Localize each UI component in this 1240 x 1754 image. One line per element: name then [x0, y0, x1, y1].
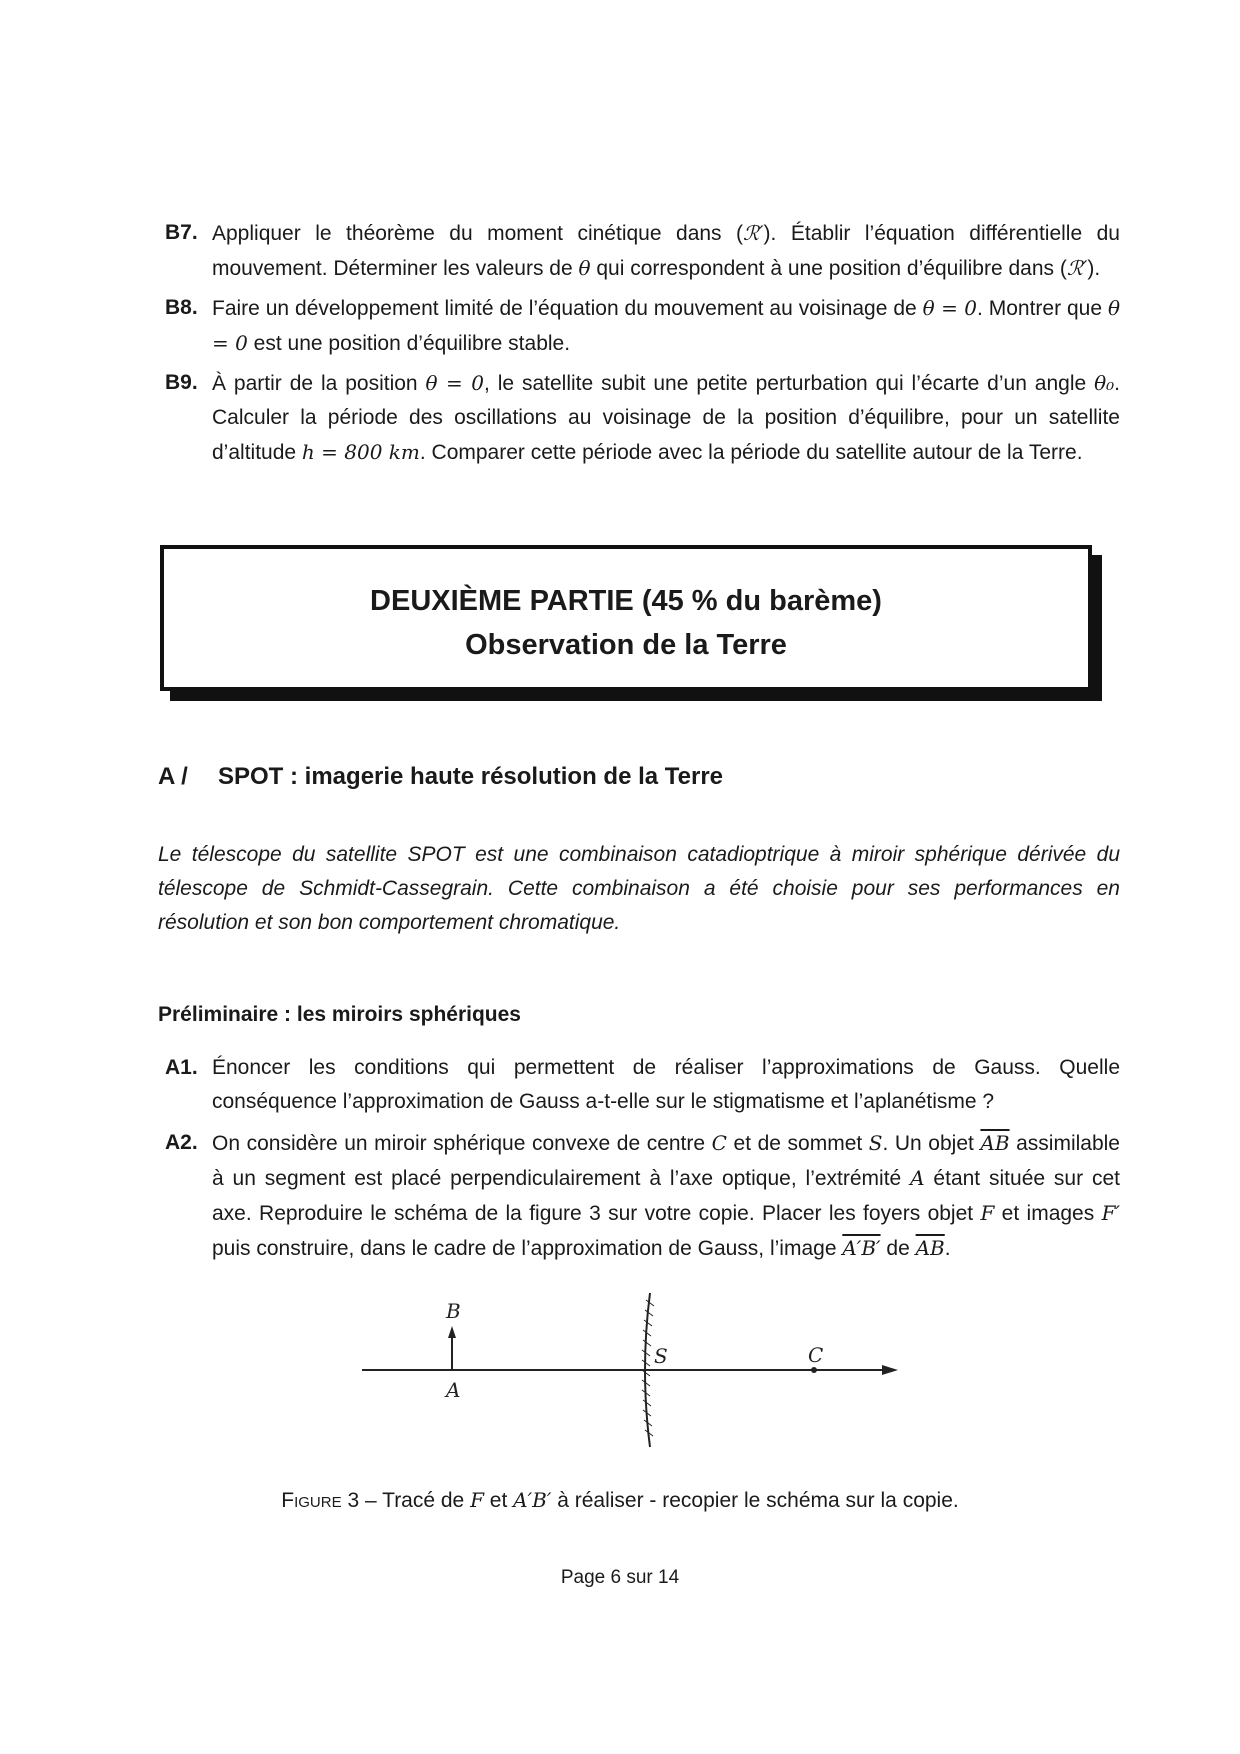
axis-arrowhead	[882, 1365, 898, 1375]
question-b8	[165, 291, 1120, 361]
section-title: SPOT : imagerie haute résolution de la Terre	[218, 763, 724, 790]
question-b7	[165, 216, 1120, 286]
part-title-box	[160, 545, 1092, 691]
question-text: Appliquer le théorème du moment cinétique dans (ℛ′). Établir l’équation différentielle du mouvement. Déterminer les valeurs de θ qui correspondent à une position d’équilibre dans (ℛ′).	[212, 221, 1120, 280]
page-number: Page 6 sur 14	[560, 1567, 680, 1588]
question-text: Énoncer les conditions qui permettent de réaliser l’approximations de Gauss. Quelle conséquence l’approximation de Gauss a-t-elle sur le stigmatisme et l’aplanétisme ?	[212, 1056, 1120, 1113]
question-a1	[165, 1051, 1120, 1119]
label-c: C	[808, 1343, 824, 1367]
question-text: À partir de la position θ = 0, le satellite subit une petite perturbation qui l’écarte d’un angle θ₀. Calculer la période des oscillations au voisinage de la position d’équilibre, pour un satellite d’altitude h = 800 km. Comparer cette période avec la période du satellite autour de la Terre.	[212, 371, 1120, 464]
question-b9	[165, 366, 1120, 470]
subsection-heading: Préliminaire : les miroirs sphériques	[158, 1003, 521, 1026]
question-text: Faire un développement limité de l’équation du mouvement au voisinage de θ = 0. Montrer que θ = 0 est une position d’équilibre stable.	[212, 296, 1120, 355]
mirror-diagram	[0, 1285, 1240, 1465]
question-number: B9.	[165, 371, 198, 394]
question-number: A2.	[165, 1131, 198, 1154]
section-heading	[158, 763, 723, 791]
intro-paragraph: Le télescope du satellite SPOT est une combinaison catadioptrique à miroir sphérique dérivée du télescope de Schmidt-Cassegrain. Cette combinaison a été choisie pour ses performances en résolution et son bon comportement chromatique.	[158, 843, 1120, 934]
question-number: A1.	[165, 1056, 198, 1079]
figure-caption: Figure 3 – Tracé de F et A′B′ à réaliser - recopier le schéma sur la copie.	[281, 1488, 959, 1512]
question-number: B8.	[165, 296, 198, 319]
part-subtitle: Observation de la Terre	[465, 629, 787, 661]
question-a2	[165, 1126, 1120, 1266]
object-arrowhead	[448, 1326, 456, 1338]
question-text: On considère un miroir sphérique convexe de centre C et de sommet S. Un objet $\overline{AB}$ assimilable à un segment est placé perpendiculairement à l’axe optique, l’extrémité A étant située sur cet axe. Reproduire le schéma de la figure 3 sur votre copie. Placer les foyers objet F et images F′ puis construire, dans le cadre de l’approximation de Gauss, l’image A′B′ de $\overline{AB}$.	[212, 1131, 1120, 1260]
label-a: A	[446, 1378, 461, 1402]
part-title: DEUXIÈME PARTIE (45 % du barème)	[370, 585, 882, 617]
section-number: A /	[158, 763, 188, 790]
question-number: B7.	[165, 221, 198, 244]
label-b: B	[446, 1299, 461, 1323]
label-s: S	[654, 1344, 668, 1368]
center-point	[811, 1367, 817, 1373]
